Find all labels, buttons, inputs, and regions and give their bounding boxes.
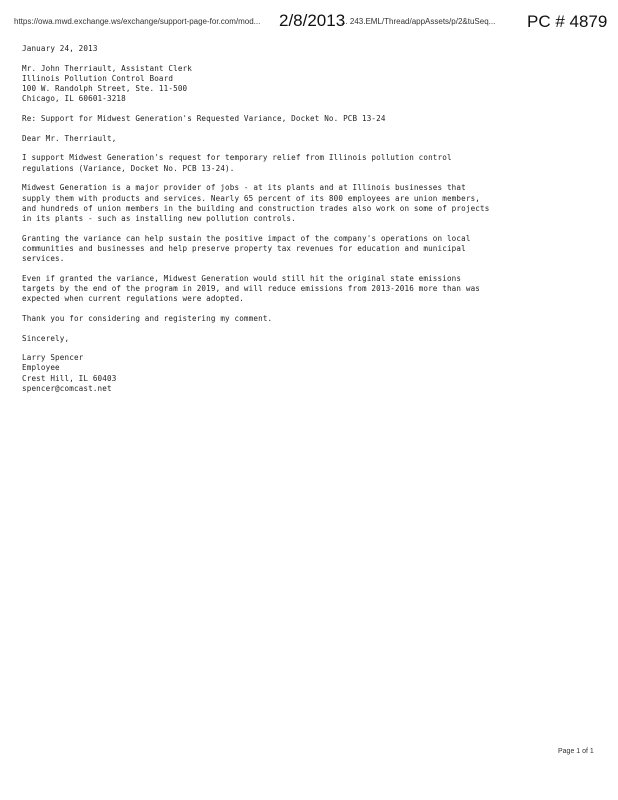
paragraph-line: Granting the variance can help sustain the positive impact of the company's operations on local [22,233,471,243]
paragraph-line: I support Midwest Generation's request for temporary relief from Illinois pollution control [22,153,452,163]
paragraph-line: supply them with products and services. Nearly 65 percent of its 800 employees are union members, [22,193,481,203]
print-header [0,0,618,40]
public-comment-number: PC # 4879 [527,12,608,31]
recipient-line: 100 W. Randolph Street, Ste. 11-500 [22,84,188,94]
paragraph [22,153,602,173]
page-number: Page 1 of 1 [558,748,594,755]
paragraph-line: targets by the end of the program in 2019, and will reduce emissions from 2013-2016 more than was [22,283,481,293]
paragraph-line: communities and businesses and help preserve property tax revenues for education and municipal [22,243,466,253]
paragraph-line: expected when current regulations were adopted. [22,294,244,304]
signature-block [22,353,602,394]
paragraph [22,183,602,224]
paragraph [22,314,602,324]
signature-email: spencer@comcast.net [22,383,112,393]
recipient-line: Chicago, IL 60601-3218 [22,94,126,104]
paragraph-line: Thank you for considering and registering my comment. [22,313,273,323]
paragraph-line: and hundreds of union members in the building and construction trades also work on some of projects [22,203,490,213]
paragraph [22,234,602,265]
recipient-address [22,64,602,105]
signature-name: Larry Spencer [22,353,84,363]
paragraph-line: Midwest Generation is a major provider of jobs - at its plants and at Illinois businesses that [22,183,466,193]
source-url-left: https://owa.mwd.exchange.ws/exchange/support-page-for.com/mod... [14,17,261,26]
letter-body [22,44,602,404]
recipient-line: Illinois Pollution Control Board [22,73,174,83]
recipient-line: Mr. John Therriault, Assistant Clerk [22,63,192,73]
letter-date: January 24, 2013 [22,44,98,53]
signature-location: Crest Hill, IL 60403 [22,373,117,383]
date-stamp: 2/8/2013 [279,11,346,30]
paragraph-line: Even if granted the variance, Midwest Generation would still hit the original state emissions [22,273,462,283]
closing: Sincerely, [22,333,70,343]
subject-line: Re: Support for Midwest Generation's Requested Variance, Docket No. PCB 13-24 [22,114,386,124]
salutation: Dear Mr. Therriault, [22,133,117,143]
signature-title: Employee [22,363,60,373]
source-url-right: ... 243.EML/Thread/appAssets/p/2&tuSeq... [341,17,496,26]
paragraph-line: services. [22,254,65,264]
paragraph-line: regulations (Variance, Docket No. PCB 13-24). [22,163,235,173]
paragraph-line: in its plants - such as installing new pollution controls. [22,213,296,223]
paragraph [22,274,602,305]
